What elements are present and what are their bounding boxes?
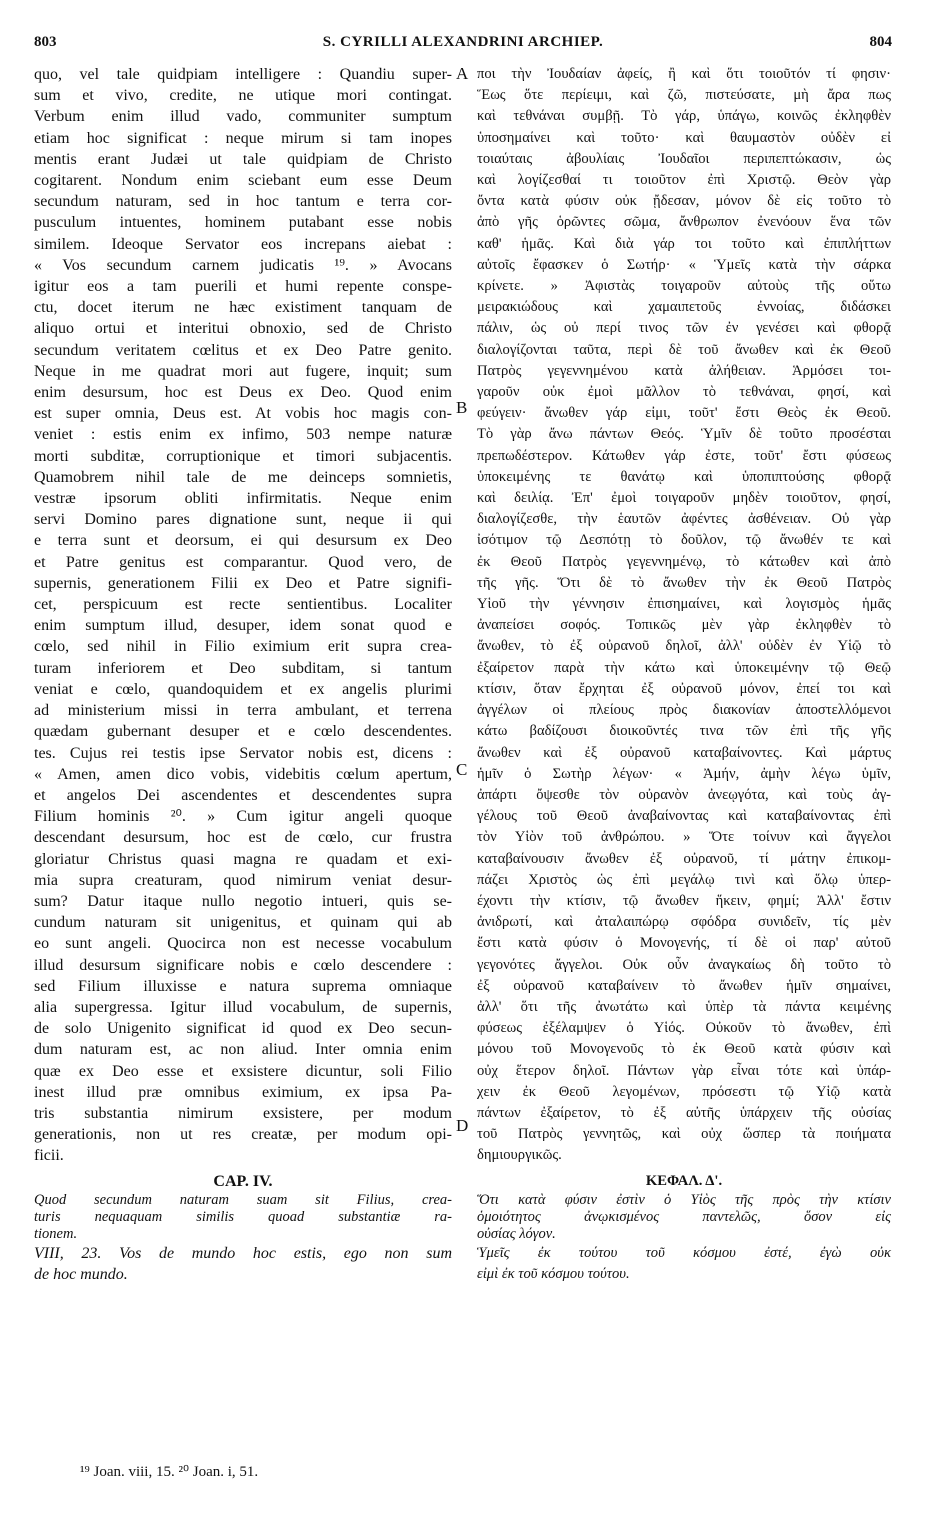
greek-line: ἐξαίρετον παρὰ τὴν κάτω καὶ ὑποκειμένην τῷ Θεῷ (477, 659, 891, 676)
greek-line: καὶ δειλίᾳ. Ἐπ' ἐμοὶ τοιγαροῦν μηδὲν τοιοῦτον, φησί, (477, 490, 891, 507)
latin-line: et angelos Dei ascendentes et descendentes supra (34, 786, 452, 804)
marker-b: B (456, 398, 468, 417)
latin-line: e terra sunt et deorsum, ei qui desursum ex Deo (34, 532, 452, 550)
greek-line: φεύγειν· ἄνωθεν γάρ εἰμι, τοῦτ' ἔστι Θεὸς ἐκ Θεοῦ. (477, 405, 891, 422)
latin-line: enim sumptum illud, desuper, idem sonat quod e (34, 617, 452, 635)
latin-line: igitur eos a tam puerili et humi repente conspe- (34, 278, 452, 296)
latin-line: ficii. (34, 1147, 64, 1165)
latin-line: pusculum intuentes, hominem putabant esse nobis (34, 214, 452, 232)
latin-line: « Amen, amen dico vobis, videbitis cœlum apertum, (34, 765, 452, 783)
greek-chapter-heading: ΚΕΦΑΛ. Δ'. (645, 1172, 723, 1189)
greek-verse: Ὑμεῖς ἐκ τούτου τοῦ κόσμου ἐστέ, ἐγὼ οὐκ (477, 1244, 891, 1261)
latin-line: est super omnia, Deus est. At vobis hoc magis con- (34, 405, 452, 423)
greek-line: κτίσιν, ὅταν ἔρχηται ἐξ οὐρανοῦ μόνον, ἐπεί τοι καὶ (477, 680, 891, 697)
greek-line: ὑποκειμένης τε θανάτῳ καὶ ὑποπιπτούσης φθορᾷ (477, 468, 891, 485)
latin-line: et Patre genitus est comparantur. Quod vero, de (34, 553, 452, 571)
latin-line: secundum veritatem cœlitus et ex Deo Patre genito. (34, 341, 452, 359)
latin-line: enim desursum, hoc est Deus ex Deo. Quod enim (34, 384, 452, 402)
greek-line: μόνου τοῦ Μονογενοῦς τὸ ἐκ Θεοῦ κατὰ φύσιν καὶ (477, 1041, 891, 1058)
greek-line: ἐξ οὐρανοῦ καταβαίνειν τὸ ἄνωθεν ἡμῖν σημαίνει, (477, 977, 891, 994)
latin-line: tris substantia nimirum exsistere, per modum (34, 1104, 452, 1122)
greek-line: ἀπάρτι ὄψεσθε τὸν οὐρανὸν ἀνεῳγότα, καὶ τοὺς ἀγ- (477, 786, 891, 803)
latin-chapter-heading: CAP. IV. (213, 1172, 273, 1190)
greek-line: κρίνετε. » Ἀφιστὰς τοιγαροῦν αὐτοὺς τῆς οὕτω (477, 278, 891, 295)
greek-line: γέλους τοῦ Θεοῦ ἀναβαίνοντας καὶ καταβαίνοντας ἐπὶ (477, 808, 891, 825)
latin-line: de solo Unigenito significat id quod ex Deo secun- (34, 1020, 452, 1038)
greek-line: χειν ἐκ Θεοῦ λεγομένων, πρόσεστι τῷ Υἱῷ κατὰ (477, 1083, 891, 1100)
running-title: S. CYRILLI ALEXANDRINI ARCHIEP. (322, 34, 604, 50)
latin-line: secundum naturam, sed in hoc tantum e terra cor- (34, 193, 452, 211)
greek-line: πάντων ἐξαίρετον, τὸ ἐξ αὐτῆς ὑπάρχειν τῆς οὐσίας (477, 1104, 891, 1121)
latin-chapter-subtitle: Quod secundum naturam suam sit Filius, crea- (34, 1191, 452, 1208)
greek-line: ὄντα κατὰ φύσιν οὐκ ᾔδεσαν, μόνον δὲ εἰς τοῦτο τὸ (477, 193, 891, 210)
latin-line: similem. Ideoque Servator eos increpans aiebat : (34, 235, 452, 253)
greek-line: κάτω βαδίζουσι διοικοῦντές τινα τῶν ἐπὶ τῆς γῆς (477, 723, 891, 740)
greek-line: δημιουργικῶς. (477, 1147, 562, 1164)
greek-chapter-subtitle: ὁμοιότητος ἀνῳκισμένος παντελῶς, ὅσον εἰς (477, 1208, 891, 1225)
greek-line: γεγονότες ἄγγελοι. Οὐκ οὖν ἀναγκαίως δὴ τοῦτο τὸ (477, 956, 891, 973)
greek-line: τοιαύταις ἀβουλίαις Ἰουδαῖοι περιπεπτώκασιν, ὡς (477, 150, 891, 167)
greek-line: αὐτοῖς ἔφασκεν ὁ Σωτήρ· « Ὑμεῖς κατὰ τὴν σάρκα (477, 256, 891, 273)
greek-line: πρεπωδέστερον. Κάτωθεν γάρ ἐστε, τοῦτ' ἔστι φύσεως (477, 447, 891, 464)
greek-line: γαροῦν οὐκ ἐμοὶ μᾶλλον τὸ τεθνάναι, φησί, καὶ (477, 384, 891, 401)
page-header (34, 34, 892, 56)
greek-line: Ἕως ὅτε περίειμι, καὶ ζῶ, πιστεύσατε, μὴ ἄρα πως (477, 87, 891, 104)
latin-line: servi Domino pares dignatione sunt, neque ii qui (34, 511, 452, 529)
greek-line: καταβαίνουσιν ἄνωθεν ἐξ οὐρανοῦ, τί μάτην ἐπικομ- (477, 850, 891, 867)
latin-line: sed Filium illuxisse e natura suprema omniaque (34, 977, 452, 995)
latin-line: cogitarent. Nondum enim sciebant eum esse Deum (34, 172, 452, 190)
greek-line: ποι τὴν Ἰουδαίαν ἀφείς, ἢ καὶ ὅτι τοιοῦτόν τί φησιν· (477, 66, 891, 82)
latin-chapter-subtitle: turis nequaquam similis quoad substantiæ ra- (34, 1208, 452, 1225)
latin-line: aliquo ortui et interitui obnoxio, sed de Christo (34, 320, 452, 338)
latin-verse: VIII, 23. Vos de mundo hoc estis, ego non sum (34, 1244, 452, 1262)
greek-chapter-subtitle: Ὅτι κατὰ φύσιν ἐστὶν ὁ Υἱὸς τῆς πρὸς τὴν κτίσιν (477, 1191, 891, 1208)
greek-line: καὶ τεθνάναι συμβῇ. Τὸ γάρ, ὑπάγω, κοινῶς ἐκληφθὲν (477, 108, 891, 125)
latin-line: quæ ex Deo esse et exsistere dicuntur, soli Filio (34, 1062, 452, 1080)
latin-line: Filium hominis ²⁰. » Cum igitur angeli quoque (34, 808, 452, 826)
greek-line: ἄνωθεν, τὸ ἐξ οὐρανοῦ δηλοῖ, ἀλλ' οὐδὲν ἐν Υἱῷ τὸ (477, 638, 891, 655)
latin-line: mia supra creaturam, quod nimirum veniat desur- (34, 871, 452, 889)
latin-line: « Vos secundum carnem judicatis ¹⁹. » Avocans (34, 256, 452, 274)
latin-line: Verbum enim illud vado, communiter sumptum (34, 108, 452, 126)
greek-line: ἀπὸ γῆς ὁρῶντες σῶμα, ἄνθρωπον ἐνενόουν ἕνα τῶν (477, 214, 891, 231)
greek-line: ἀλλ' ὅτι τῆς ἀνωτάτω καὶ ὑπὲρ τὰ πάντα κειμένης (477, 998, 891, 1015)
greek-line: ὑποσημαίνει καὶ τοῦτο· καὶ θαυμαστὸν οὐδὲν εἰ (477, 129, 891, 146)
latin-line: Neque in me quadrat mori aut fugere, inquit; sum (34, 362, 452, 380)
greek-line: οὐχ ἕτερον δηλοῖ. Πάντων γὰρ εἶναι τότε καὶ ὑπάρ- (477, 1062, 891, 1079)
latin-line: cundum naturam sit unigenitus, et quinam qui ab (34, 914, 452, 932)
greek-line: τοῦ Πατρὸς γεννητῶς, καὶ οὐχ ὥσπερ τὰ ποιήματα (477, 1126, 891, 1143)
greek-line: τὸν Υἱὸν τοῦ ἀνθρώπου. » Ὅτε τοίνυν καὶ ἄγγελοι (477, 829, 891, 846)
latin-line: quo, vel tale quidpiam intelligere : Quandiu super- (34, 66, 452, 83)
latin-line: veniat e cœlo, quandoquidem et ex angelis plurimi (34, 680, 452, 698)
latin-line: Quamobrem nihil tale de me deinceps somnietis, (34, 468, 452, 486)
greek-line: ἐκ Θεοῦ Πατρὸς γεγεννημένῳ, τὸ κάτωθεν καὶ ἀπὸ (477, 553, 891, 570)
latin-line: gloriatur Christus quasi magna re quadam et exi- (34, 850, 452, 868)
latin-line: vestræ ipsorum obliti infirmitatis. Neque enim (34, 490, 452, 508)
greek-line: ἀγγέλων οἱ πλείους πρὸς διακονίαν ἀποστελλόμενοι (477, 702, 891, 719)
greek-line: καθ' ἡμᾶς. Καὶ διὰ γάρ τοι τοῦτο καὶ ἐπιπλήττων (477, 235, 891, 252)
latin-line: supernis, generationem Filii ex Deo et Patre signifi- (34, 574, 452, 592)
greek-line: Τὸ γὰρ ἄνω πάντων Θεός. Ὑμῖν δὲ τοῦτο προσέσται (477, 426, 891, 443)
latin-line: morti subditæ, corruptionique et timori subjacentis. (34, 447, 452, 465)
greek-line: Υἱοῦ τὴν γέννησιν ἐπισημαίνει, καὶ λογισμὸς ἡμᾶς (477, 596, 891, 613)
marker-a: A (456, 64, 469, 83)
latin-line: alia supergressa. Igitur illud vocabulum, de supernis, (34, 998, 452, 1016)
latin-chapter-subtitle: tionem. (34, 1225, 78, 1242)
latin-line: sum et vivo, credite, ne utique mori contingat. (34, 87, 452, 105)
latin-line: descendant desursum, hoc est de cœlo, cur frustra (34, 829, 452, 847)
greek-line: Πατρὸς γεγεννημένου κατὰ ἀλήθειαν. Ἁρμόσει τοι- (477, 362, 891, 379)
latin-line: illud desursum significare nobis e cœlo descendere : (34, 956, 452, 974)
greek-line: ἔστι κατὰ φύσιν ὁ Μονογενής, τί δὲ οἱ παρ' αὐτοῦ (477, 935, 891, 952)
latin-line: quædam gubernant desuper et e cœlo descendentes. (34, 723, 452, 741)
greek-line: ἀνιδρωτί, καὶ ἀταλαιπώρῳ σφόδρα συνιδεῖν, τίς μὲν (477, 914, 891, 931)
latin-line: sum? Datur itaque nullo negotio intueri, quis se- (34, 892, 452, 910)
latin-line: generationis, non ut res creatæ, per modum opi- (34, 1126, 452, 1144)
footnotes: ¹⁹ Joan. viii, 15. ²⁰ Joan. i, 51. (80, 1464, 259, 1480)
latin-line: veniet : estis enim ex infimo, 503 nempe naturæ (34, 426, 452, 444)
greek-line: μειρακιώδους καὶ χαμαιπετοῦς ἐννοίας, διδάσκει (477, 299, 891, 316)
latin-verse: de hoc mundo. (34, 1265, 128, 1283)
latin-line: tes. Cujus rei testis ipse Servator nobis est, dicens : (34, 744, 452, 762)
greek-line: διαλογίζονται ταῦτα, περὶ δὲ τοῦ ἄνωθεν καὶ ἐκ Θεοῦ (477, 341, 891, 358)
latin-line: cœlo, sed nihil in Filio eximium erit supra crea- (34, 638, 452, 656)
greek-line: τῆς γῆς. Ὅτι δὲ τὸ ἄνωθεν τὴν ἐκ Θεοῦ Πατρὸς (477, 574, 891, 591)
latin-line: etiam hoc significat : neque mirum si tam inopes (34, 129, 452, 147)
latin-line: ad ministerium missi in terra ambulant, et terrena (34, 702, 452, 720)
greek-verse: εἰμὶ ἐκ τοῦ κόσμου τούτου. (477, 1265, 630, 1282)
greek-line: ἰσότιμον τῷ Δεσπότῃ τὸ δοῦλον, τῷ ἄνωθέν τε καὶ (477, 532, 891, 549)
marker-c: C (456, 760, 468, 779)
greek-line: φύσεως ἐξέλαμψεν ὁ Υἱός. Οὐκοῦν τὸ ἄνωθεν, ἐπὶ (477, 1020, 891, 1037)
latin-line: eo sunt angeli. Quocirca non est necesse vocabulum (34, 935, 452, 953)
latin-line: dum naturam est, ac non aliud. Inter omnia enim (34, 1041, 452, 1059)
greek-line: έχοντι τὴν κτίσιν, τῷ ἄνωθεν ἥκειν, φημί; Ἀλλ' ἔστιν (477, 892, 891, 909)
latin-line: mentis erant Judæi ut tale quidpiam de Christo (34, 150, 452, 168)
greek-line: ἡμῖν ὁ Σωτὴρ λέγων· « Ἀμήν, ἀμὴν λέγω ὑμῖν, (477, 765, 891, 782)
latin-line: cet, perspicuum est recte sentientibus. Localiter (34, 596, 452, 614)
greek-column (477, 64, 891, 1285)
right-page-number: 804 (869, 34, 892, 50)
marker-d: D (456, 1116, 469, 1135)
greek-line: καὶ λογίζεσθαί τι τοιοῦτον ἐπὶ Χριστῷ. Θεὸν γὰρ (477, 172, 891, 189)
greek-line: πάλιν, ὡς οὐ περί τινος τῶν ἐν γενέσει καὶ φθορᾷ (477, 320, 891, 337)
greek-line: ἀναπείσει σοφός. Τοπικῶς μὲν γὰρ ἐκληφθὲν τὸ (477, 617, 891, 634)
left-page-number: 803 (34, 34, 57, 50)
greek-line: πάζει Χριστὸς ὡς ἐπὶ μεγάλῳ τινὶ καὶ ὅλῳ ὑπερ- (477, 871, 891, 888)
greek-line: διαλογίζεσθε, τὴν ἑαυτῶν ἀφέντες ἀσθένειαν. Οὐ γὰρ (477, 511, 891, 528)
latin-line: inest illud præ omnibus eximium, ex ipsa Pa- (34, 1083, 452, 1101)
greek-chapter-subtitle: οὐσίας λόγον. (477, 1225, 556, 1242)
latin-line: ctu, docet iterum ne hæc existiment tanquam de (34, 299, 452, 317)
greek-line: ἄνωθεν καὶ ἐξ οὐρανοῦ καταβαίνοντες. Καὶ μάρτυς (477, 744, 891, 761)
latin-column (34, 64, 452, 1285)
latin-line: turam inferiorem et Deo subditam, si tantum (34, 659, 452, 677)
